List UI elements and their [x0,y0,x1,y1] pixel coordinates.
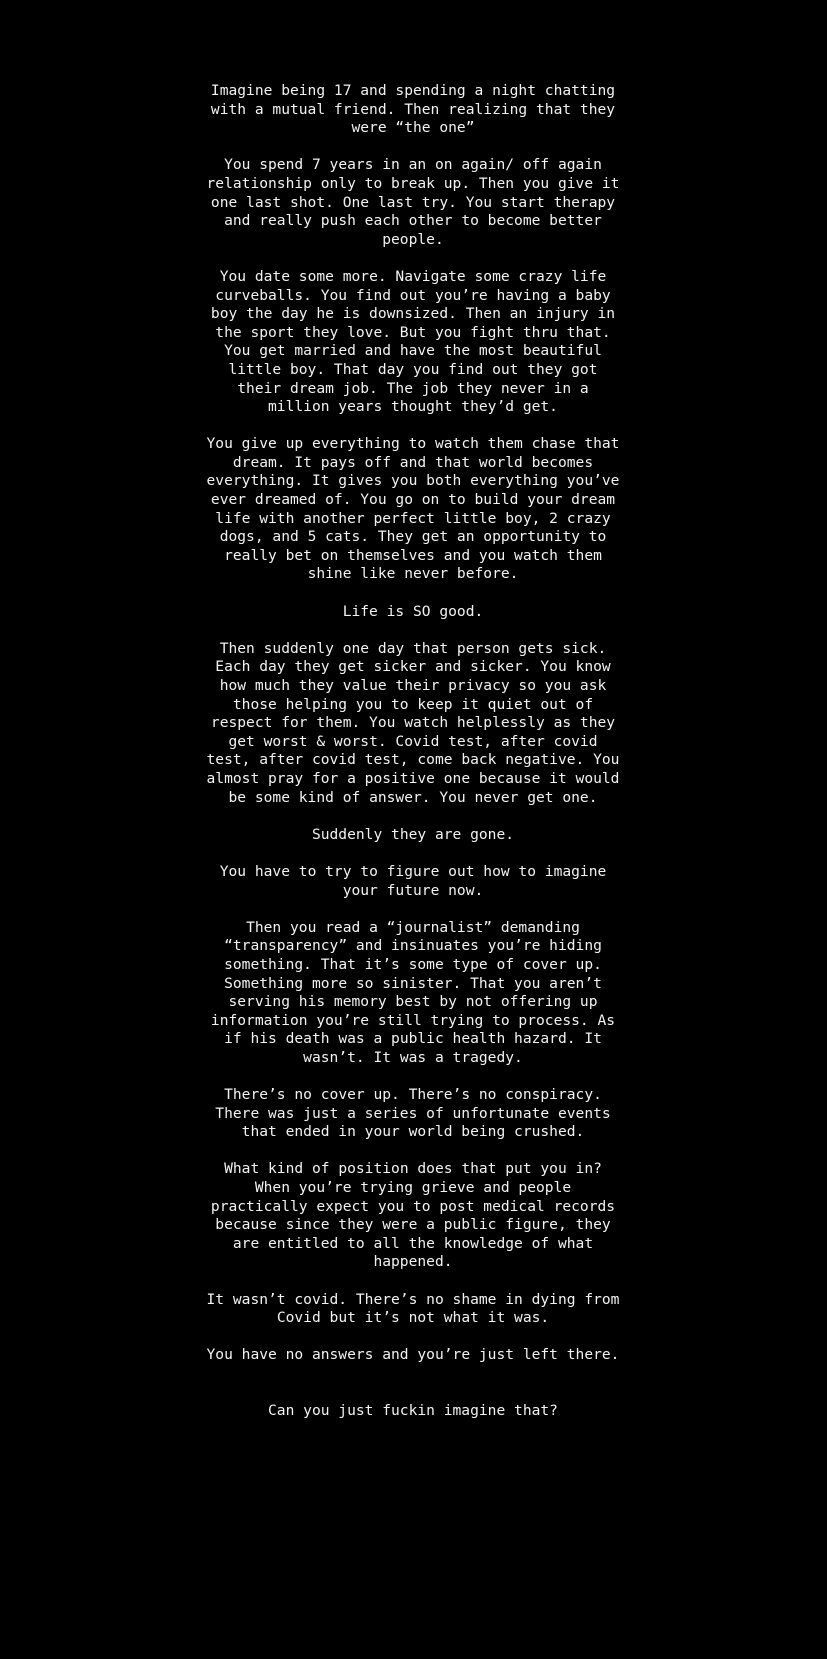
text-line: Imagine being 17 and spending a night chatting [210,82,616,99]
paragraph-not-covid [170,1291,656,1328]
text-line: with a mutual friend. Then realizing that they [210,100,616,118]
closing-line [170,1402,656,1421]
paragraph-life-good [170,603,656,622]
text-line: wasn’t. It was a tragedy. [303,1048,523,1066]
text-line: relationship only to break up. Then you give it [206,174,620,192]
text-line: Then suddenly one day that person gets sick. [219,639,607,657]
paragraph-meeting [170,82,656,138]
text-line: There was just a series of unfortunate events [215,1104,611,1122]
text-line: practically expect you to post medical records [210,1197,616,1215]
text-line: There’s no cover up. There’s no conspiracy. [224,1086,602,1104]
text-line: Each day they get sicker and sicker. You know [215,658,611,676]
text-line: are entitled to all the knowledge of what [232,1234,594,1252]
paragraph-position [170,1160,656,1272]
text-line: You spend 7 years in an on again/ off again [224,156,602,174]
text-line: your future now. [342,881,484,899]
paragraph-journalist [170,919,656,1068]
text-line: Then you read a “journalist” demanding [246,918,580,936]
text-line: What kind of position does that put you in? [224,1160,602,1178]
text-line: Can you just fuckin imagine that? [268,1401,558,1419]
text-line: were “the one” [351,119,475,137]
paragraph-no-answers [170,1346,656,1365]
text-line: curveballs. You find out you’re having a baby [215,286,611,304]
text-line: dogs, and 5 cats. They get an opportunity to [219,528,607,546]
paragraph-dream [170,435,656,584]
text-line: million years thought they’d get. [268,398,558,416]
text-line: and really push each other to become better [224,212,602,230]
text-line: be some kind of answer. You never get one. [228,788,598,806]
text-line: the sport they love. But you fight thru that. [215,323,611,341]
text-line: that ended in your world being crushed. [241,1123,585,1141]
text-line: shine like never before. [307,565,519,583]
text-line: life with another perfect little boy, 2 crazy [215,509,611,527]
text-line: You date some more. Navigate some crazy life [219,267,607,285]
paragraph-relationship [170,156,656,249]
text-line: how much they value their privacy so you ask [219,677,607,694]
text-line: because since they were a public figure, they [215,1216,611,1234]
text-line: When you’re trying grieve and people [254,1179,572,1197]
text-line: something. That it’s some type of cover up. [224,955,602,973]
text-line: their dream job. The job they never in a [237,379,589,397]
text-line: You have no answers and you’re just left there. [206,1346,620,1364]
text-line: dream. It pays off and that world becomes [232,453,594,471]
text-line: almost pray for a positive one because it would [206,769,620,787]
text-line: You give up everything to watch them chase that [206,435,620,453]
text-line: if his death was a public health hazard. It [224,1030,602,1048]
text-line: You get married and have the most beautiful [224,342,602,360]
text-line: test, after covid test, come back negative. You [206,751,620,769]
paragraph-no-cover-up [170,1086,656,1142]
paragraph-gone [170,826,656,845]
text-line: get worst & worst. Covid test, after covid [228,732,598,750]
text-line: ever dreamed of. You go on to build your dream [210,491,616,509]
paragraph-curveballs [170,268,656,417]
text-line: Something more so sinister. That you aren’t [224,974,602,992]
text-line: happened. [373,1253,453,1271]
text-line: information you’re still trying to process. As [210,1011,616,1029]
text-line: little boy. That day you find out they got [228,360,598,378]
text-line: really bet on themselves and you watch them [224,546,602,564]
text-line: one last shot. One last try. You start therapy [210,193,616,211]
paragraph-sick [170,640,656,807]
text-line: respect for them. You watch helplessly as they [210,714,616,732]
text-line: those helping you to keep it quiet out of [232,695,594,713]
text-line: Life is SO good. [342,602,484,620]
text-line: Suddenly they are gone. [311,825,515,843]
text-line: people. [382,230,444,248]
text-line: serving his memory best by not offering up [228,993,598,1011]
text-line: It wasn’t covid. There’s no shame in dying from [206,1290,620,1308]
text-line: “transparency” and insinuates you’re hiding [224,937,602,955]
text-line: You have to try to figure out how to imagine [219,862,607,880]
text-line: everything. It gives you both everything you’ve [206,472,620,490]
text-line: boy the day he is downsized. Then an injury in [210,305,616,323]
story-text-block [170,82,656,1439]
text-line: Covid but it’s not what it was. [276,1309,550,1327]
paragraph-future [170,863,656,900]
